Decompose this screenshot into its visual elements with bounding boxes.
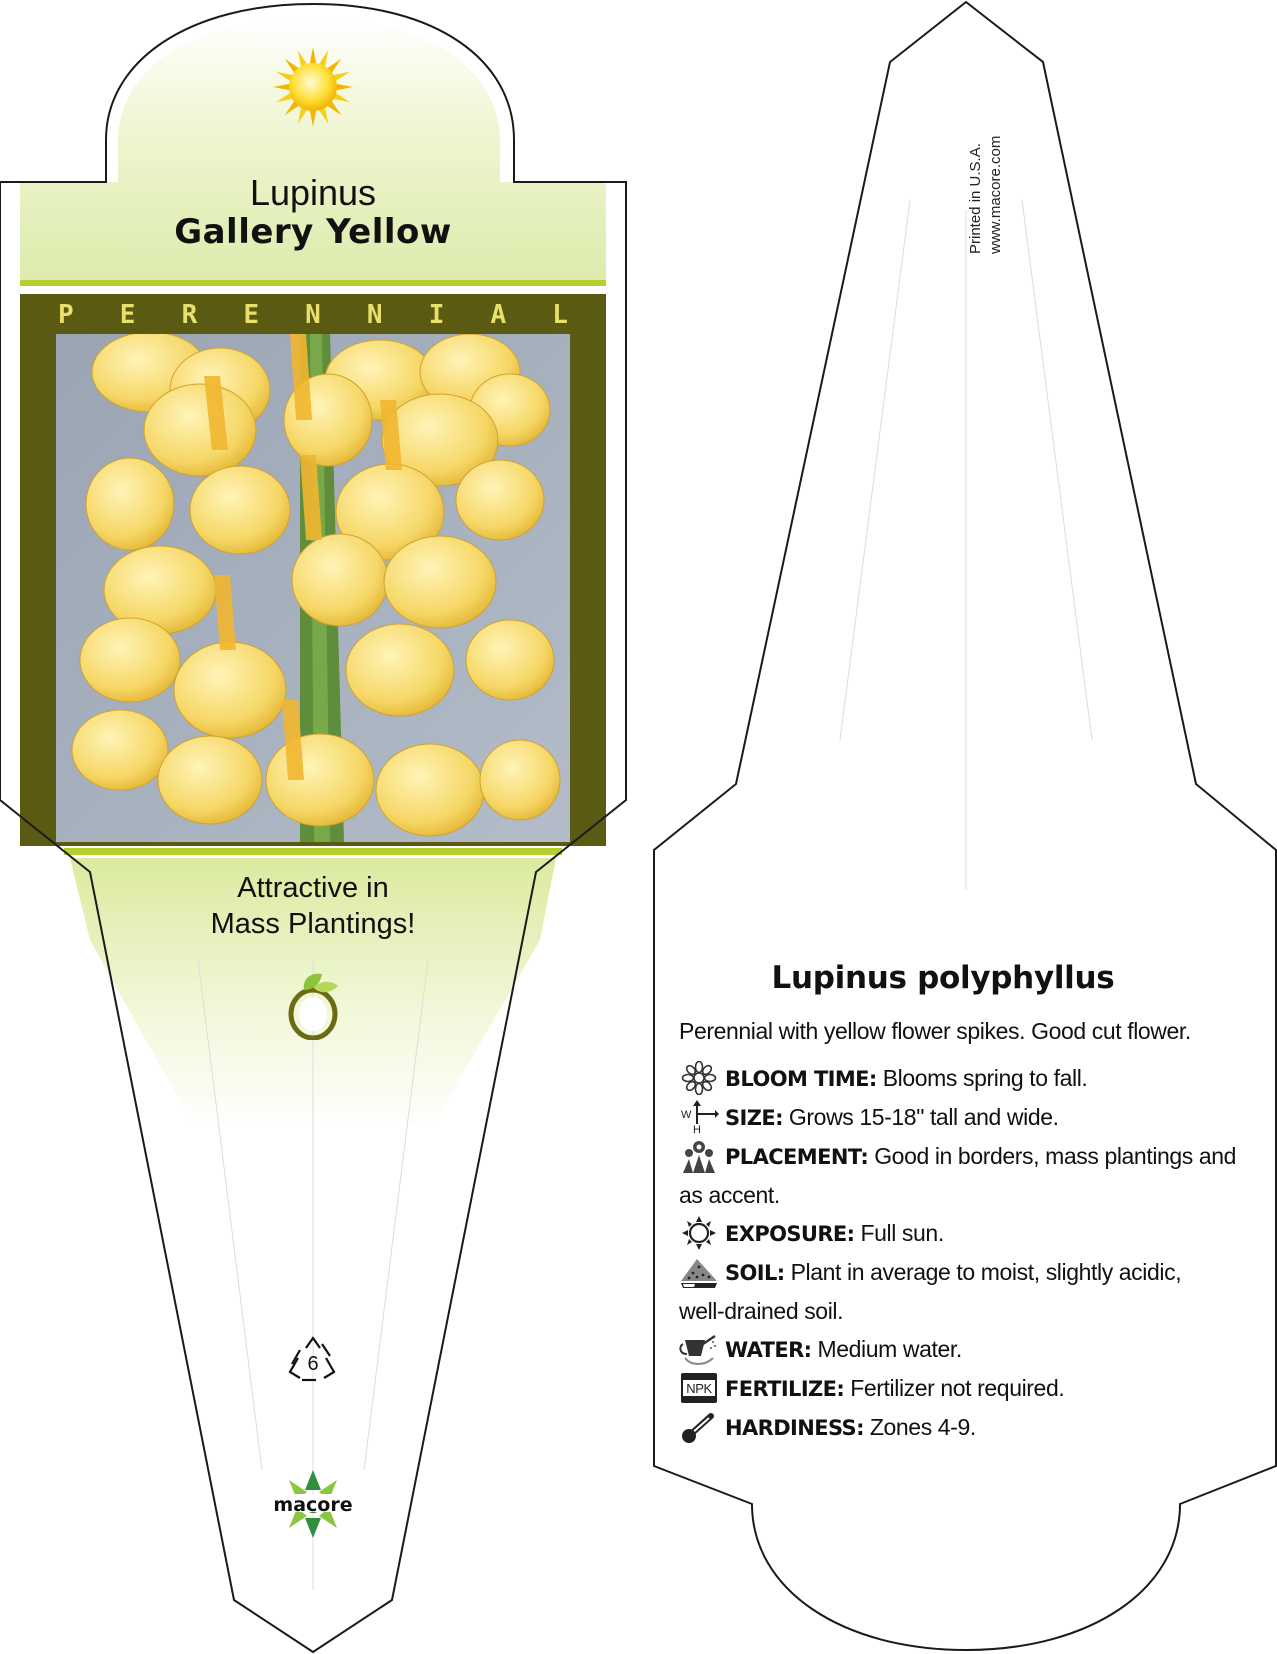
plant-intro: Perennial with yellow flower spikes. Good cut flower. bbox=[679, 1018, 1191, 1044]
care-row-bloom-time bbox=[679, 1059, 1259, 1098]
tagline bbox=[80, 870, 546, 942]
care-text: Full sun. bbox=[860, 1220, 944, 1246]
category-letter: A bbox=[490, 300, 507, 330]
lupine-photo bbox=[56, 332, 570, 842]
flower-icon bbox=[679, 1061, 719, 1095]
care-text: Good in borders, mass plantings and bbox=[874, 1143, 1237, 1169]
printed-info bbox=[966, 54, 1006, 254]
care-text-continued: as accent. bbox=[679, 1182, 780, 1208]
care-row-exposure bbox=[679, 1214, 1259, 1253]
category-letter: E bbox=[119, 300, 136, 330]
care-row-water bbox=[679, 1330, 1259, 1369]
care-text: Plant in average to moist, slightly acidic, bbox=[790, 1259, 1182, 1285]
care-text: Grows 15-18" tall and wide. bbox=[788, 1104, 1059, 1130]
sun-ray bbox=[276, 72, 292, 81]
recycle-number: 6 bbox=[307, 1353, 319, 1375]
sun-outline-icon bbox=[679, 1216, 719, 1250]
category-letter: R bbox=[181, 300, 198, 330]
plant-pot-icon bbox=[284, 968, 342, 1040]
brand-name: macore bbox=[273, 1494, 353, 1516]
care-info bbox=[679, 960, 1259, 1447]
sun-ray bbox=[310, 111, 316, 127]
care-row-soil bbox=[679, 1253, 1259, 1330]
npk-label: NPK bbox=[686, 1381, 712, 1396]
printed-in-text: Printed in U.S.A. bbox=[967, 143, 984, 254]
sun-icon bbox=[270, 44, 356, 130]
recycle-icon bbox=[286, 1336, 340, 1384]
variety-name: Gallery Yellow bbox=[174, 212, 452, 252]
size-w: W bbox=[681, 1109, 691, 1121]
care-text: Zones 4-9. bbox=[869, 1414, 976, 1440]
category-letter: N bbox=[366, 300, 383, 330]
sun-ray bbox=[310, 47, 316, 63]
macore-logo bbox=[266, 1468, 360, 1540]
sun-ray bbox=[337, 84, 353, 90]
tagline-line-1: Attractive in bbox=[237, 872, 389, 904]
sun-ray bbox=[334, 93, 350, 102]
sun-ray bbox=[319, 108, 328, 124]
care-row-placement bbox=[679, 1137, 1259, 1214]
sun-ray bbox=[298, 50, 307, 66]
care-label: SOIL: bbox=[725, 1261, 785, 1285]
category-letter: E bbox=[243, 300, 259, 330]
size-h: H bbox=[693, 1124, 701, 1134]
placement-icon bbox=[679, 1139, 719, 1173]
sun-ray bbox=[334, 72, 350, 81]
care-row-size bbox=[679, 1098, 1259, 1137]
sun-ray bbox=[276, 93, 292, 102]
care-label: BLOOM TIME: bbox=[725, 1067, 877, 1091]
npk-icon bbox=[679, 1371, 719, 1405]
category-letter: N bbox=[305, 300, 321, 330]
soil-icon bbox=[679, 1255, 719, 1289]
care-row-fertilize bbox=[679, 1369, 1259, 1408]
website-text: www.macore.com bbox=[987, 135, 1004, 254]
sun-ray bbox=[298, 108, 307, 124]
care-label: SIZE: bbox=[725, 1106, 783, 1130]
care-label: PLACEMENT: bbox=[725, 1145, 869, 1169]
genus-name: Lupinus bbox=[249, 172, 377, 213]
category-letter: I bbox=[428, 300, 445, 330]
care-label: WATER: bbox=[725, 1338, 812, 1362]
watering-can-icon bbox=[679, 1332, 719, 1366]
care-text: Blooms spring to fall. bbox=[882, 1065, 1088, 1091]
category-letter: P bbox=[58, 300, 74, 330]
care-label: EXPOSURE: bbox=[725, 1222, 855, 1246]
thermometer-icon bbox=[679, 1410, 719, 1444]
botanical-name: Lupinus polyphyllus bbox=[771, 960, 1115, 996]
care-label: FERTILIZE: bbox=[725, 1377, 845, 1401]
care-label: HARDINESS: bbox=[725, 1416, 864, 1440]
care-text: Fertilizer not required. bbox=[850, 1375, 1065, 1401]
category-label bbox=[24, 300, 602, 332]
care-text-continued: well-drained soil. bbox=[679, 1298, 844, 1324]
size-icon bbox=[679, 1100, 719, 1134]
category-letter: L bbox=[552, 300, 568, 330]
care-text: Medium water. bbox=[817, 1336, 962, 1362]
sun-ray bbox=[319, 50, 328, 66]
tagline-line-2: Mass Plantings! bbox=[210, 908, 416, 940]
sun-ray bbox=[273, 84, 289, 90]
care-row-hardiness bbox=[679, 1408, 1259, 1447]
